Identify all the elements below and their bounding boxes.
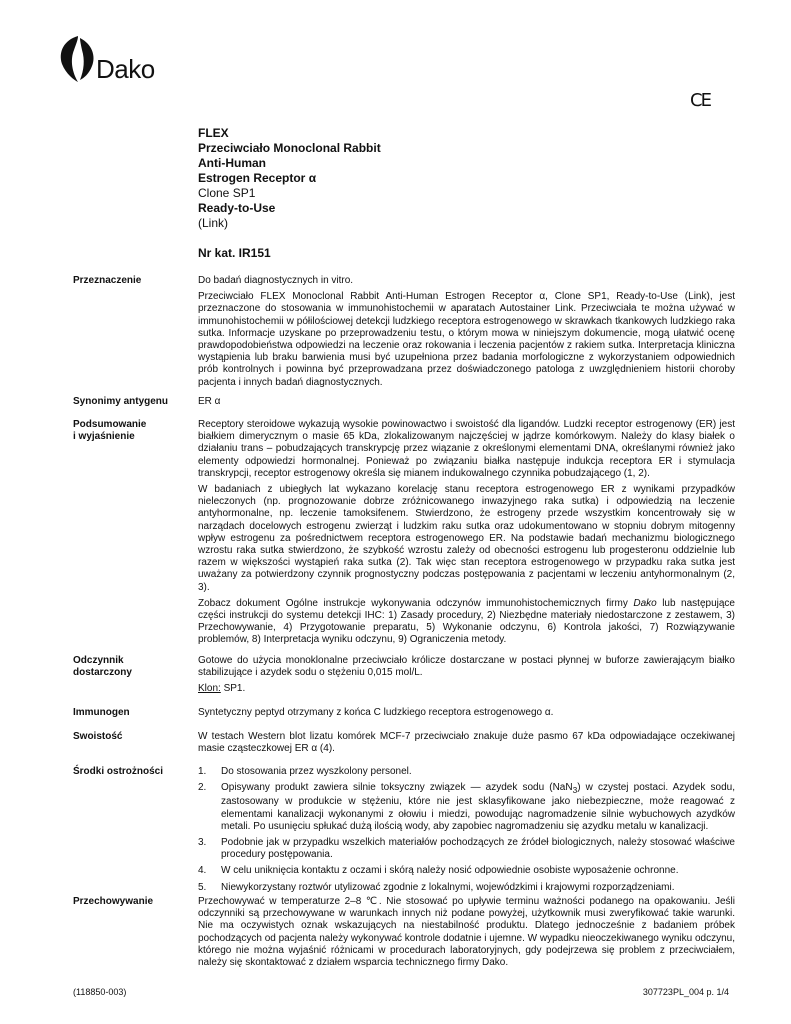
section-body: Przechowywać w temperaturze 2–8 ℃. Nie stosować po upływie terminu ważności podanego na opakowaniu. Jeśli odczynniki są przechowywane w warunkach innych niż podane powyżej, użytkownik musi zweryfikować takie warunki. Nie ma oczywistych oznak wskazujących na niestabilność produktu. Dlatego jednocześnie z badaniem próbek pochodzących od pacjenta należy wykonywać kontrole dodatnie i ujemne. W wypadku nieoczekiwanego wyniku odczynu, którego nie można wyjaśnić różnicami w procedurach laboratoryjnych, gdy podejrzewa się problem z przeciwciałem, należy się skontaktować z działem wsparcia technicznego firmy Dako. [198,896,735,969]
list-number: 4. [198,865,207,877]
section-body: Syntetyczny peptyd otrzymany z końca C ludzkiego receptora estrogenowego α. [198,707,554,718]
title-line-5: Clone SP1 [198,186,256,200]
section-label-line: Odczynnik [73,655,124,666]
section-label-line: dostarczony [73,667,132,679]
dako-logo-mark-icon [58,34,98,84]
list-number: 3. [198,837,207,849]
list-item [198,766,735,778]
section-label [73,419,191,443]
catalog-number: Nr kat. IR151 [198,246,271,260]
list-text: Niewykorzystany roztwór utylizować zgodnie z lokalnymi, wojewódzkimi i krajowymi rozporządzeniami. [221,881,675,893]
title-line-4: Estrogen Receptor α [198,171,317,185]
text-run: lub następujące części instrukcji do systemu detekcji IHC: 1) Zasady procedury, 2) Niezbędne materiały niedostarczone z zestawem, 3) Przechowywanie, 4) Przygotowanie preparatu, 5) Wykonanie odczynu, 6) Kontrola jakości, 7) Rozwiązywanie problemów, 8) Interpretacja wyniku odczynu, 9) Ograniczenia metody. [198,597,735,646]
paragraph: Przeciwciało FLEX Monoclonal Rabbit Anti-Human Estrogen Receptor α, Clone SP1, Ready-to-Use (Link), jest przeznaczone do stosowania w immunohistochemii w aparatach Autostainer Link. Przeciwciała te można używać w immunohistochemii w półilościowej detekcji ludzkiego receptora estrogenowego w skrawkach tkankowych ludzkiego raka sutka. Informacje uzyskane po przeprowadzeniu testu, o którym mowa w niniejszym dokumencie, mogą ułatwić ocenę prawdopodobieństwa odpowiedzi na leczenie oraz rokowania i leczenia pacjentów z rakiem sutka. Interpretacja kliniczna wystąpienia lub braku barwienia musi być uzupełniona przez badania morfologiczne z wykorzystaniem odpowiednich prób kontrolnych i powinna być przeprowadzana przez doświadczonego patologa z uwzględnieniem historii choroby pacjenta i innych badań diagnostycznych. [198,291,735,388]
brand-name: Dako [633,597,657,609]
section-label: Środki ostrożności [73,766,164,777]
subscript: 3 [572,785,578,796]
footer-page-number: 307723PL_004 p. 1/4 [642,987,729,997]
section-body: ER α [198,396,221,407]
list-item [198,865,735,877]
list-item [198,782,735,833]
paragraph [198,683,735,695]
paragraph: Gotowe do użycia monoklonalne przeciwciało królicze dostarczane w postaci płynnej w buforze zawierającym białko stabilizujące i azydek sodu o stężeniu 0,015 mol/L. [198,655,735,679]
paragraph: Receptory steroidowe wykazują wysokie powinowactwo i swoistość dla ligandów. Ludzki receptor estrogenowy (ER) jest białkiem dimerycznym o masie 65 kDa, zlokalizowanym najczęściej w jądrze komórkowym. Należy do klasy białek o działaniu trans – pobudzających transkrypcję przez wiązanie z określonymi elementami DNA, określanymi również jako elementy odpowiedzi hormonalnej. Ponieważ po związaniu białka następuje indukcja receptora ER i stymulacja transkrypcji, receptor estrogenowy określa się mianem indukowalnego czynnika pobudzającego (1, 2). [198,419,735,479]
paragraph: W badaniach z ubiegłych lat wykazano korelację stanu receptora estrogenowego ER z wynikami przypadków nieleczonych (np. prognozowanie dobrze zróżnicowanego inwazyjnego raka sutka) i odpowiedzią na leczenie antyhormonalne, np. leczenie tamoksifenem. Stwierdzono, że estrogeny przede wszystkim koncentrowały się w narządach docelowych estrogenu zwierząt i ludzkim raku sutka oraz udokumentowano w stopniu dobrym mitogenny wpływ estrogenu za pośrednictwem receptora estrogenowego ER. Na podstawie badań mechanizmu biologicznego wzrostu raka sutka stwierdzono, że szybkość wzrostu zależy od obecności estrogenu lub progesteronu oddzielnie lub razem w większości wystąpień raka sutka (2). Tak więc stan receptora estrogenowego w przypadku raka sutka jest uważany za potwierdzony czynnik prognostyczny podczas postępowania z pacjentami w leczeniu antyhormonalnym (2, 3). [198,484,735,593]
list-number: 5. [198,881,207,893]
list-number: 1. [198,766,207,777]
title-line-2: Przeciwciało Monoclonal Rabbit [198,141,381,155]
list-number: 2. [198,782,207,794]
section-label [73,655,191,679]
section-label-line: Podsumowanie [73,419,147,430]
list-text: Do stosowania przez wyszkolony personel. [221,766,412,777]
list-item [198,882,735,894]
text-run: Zobacz dokument Ogólne instrukcje wykonywania odczynów immunohistochemicznych firmy [198,597,634,609]
section-label: Synonimy antygenu [73,396,169,407]
section-label: Immunogen [73,707,130,718]
title-line-3: Anti-Human [198,156,266,170]
title-line-1: FLEX [198,126,229,140]
product-title [198,126,381,231]
logo-text: Dako [96,54,155,84]
section-body: W testach Western blot lizatu komórek MCF-7 przeciwciało znakuje duże pasmo 67 kDa odpowiadające oczekiwanej masie cząsteczkowej ER α (4). [198,731,735,755]
footer-document-code: (118850-003) [73,987,127,997]
precautions-list [198,766,735,894]
section-label: Przechowywanie [73,896,154,907]
dako-logo [58,32,193,92]
clone-value: SP1. [220,683,246,695]
section-label: Przeznaczenie [73,275,142,286]
section-body [198,655,735,700]
section-body [198,419,735,651]
list-text: Podobnie jak w przypadku wszelkich materiałów pochodzących ze źródeł biologicznych, należy stosować właściwe procedury postępowania. [221,837,735,861]
section-body [198,275,735,393]
list-text: Opisywany produkt zawiera silnie toksyczny związek — azydek sodu (NaN [221,782,573,794]
list-item [198,837,735,861]
paragraph: Do badań diagnostycznych in vitro. [198,275,354,286]
list-text: ) w czystej postaci. Azydek sodu, zastosowany w produkcie w stężeniu, które nie jest sklasyfikowane jako niebezpieczne, może reagować z elementami kanalizacji wykonanymi z ołowiu i miedzi, powodując nagromadzenie silnie wybuchowych azydków metali. Po usunięciu spłukać dużą ilością wody, aby zapobiec nagromadzeniu się azydku metalu w kanalizacji. [221,782,735,832]
clone-label: Klon: [198,683,221,695]
paragraph [198,598,735,647]
section-label-line: i wyjaśnienie [73,431,135,443]
section-body [198,766,735,898]
title-line-7: (Link) [198,216,229,230]
ce-mark: CE [690,90,710,111]
section-label: Swoistość [73,731,123,742]
list-text: W celu uniknięcia kontaktu z oczami i skórą należy nosić odpowiednie osobiste wyposażenie ochronne. [221,865,679,877]
title-line-6: Ready-to-Use [198,201,276,215]
